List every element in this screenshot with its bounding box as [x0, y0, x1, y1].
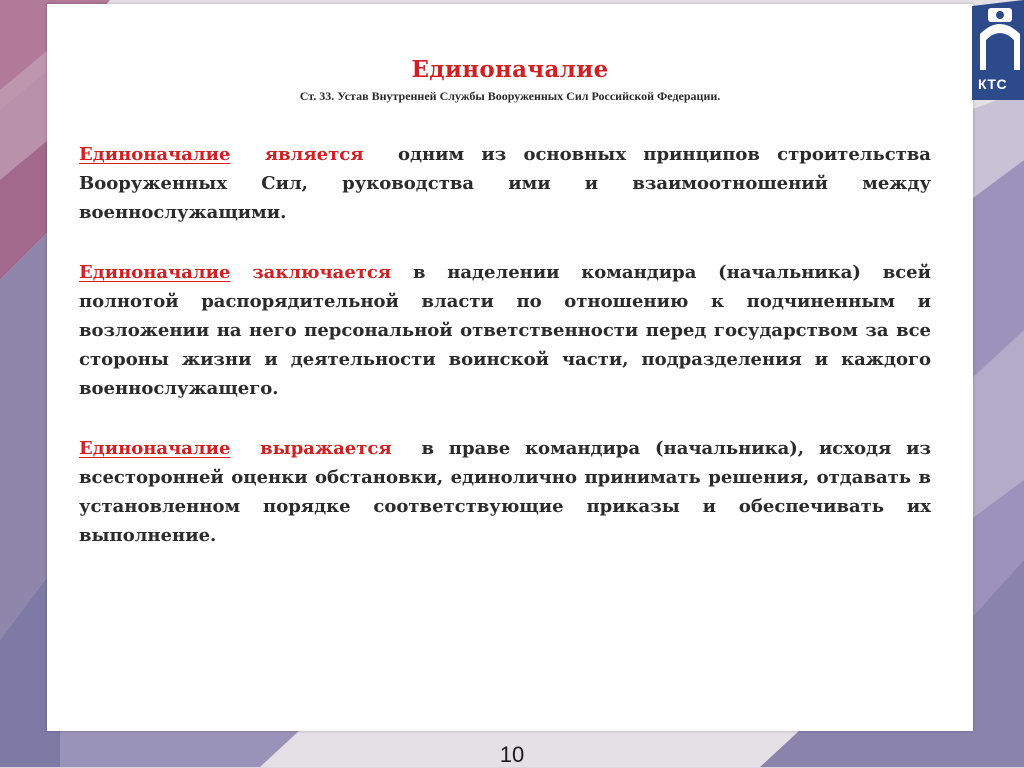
paragraph-verb: выражается: [260, 438, 392, 459]
slide-content-panel: [47, 4, 973, 731]
slide-subtitle: Ст. 33. Устав Внутренней Службы Вооруженных Сил Российской Федерации.: [299, 89, 721, 103]
paragraph-consists: [79, 258, 931, 403]
paragraph-expressed: [79, 434, 931, 550]
slide-title: Единоначалие: [411, 56, 609, 83]
paragraph-verb: является: [264, 144, 364, 165]
paragraph-term: Единоначалие: [79, 262, 231, 283]
paragraph-text: в наделении командира (начальника) всей полнотой распорядительной власти по отношению к подчиненным и возложении на него персональной ответственности перед государством за все стороны жизни и деятельности воинской части, подразделения и каждого военнослужащего.: [79, 262, 931, 399]
logo-text: КТС: [978, 76, 1008, 92]
page-number: 10: [499, 742, 525, 767]
paragraph-verb: заключается: [252, 262, 392, 283]
paragraph-term: Единоначалие: [79, 144, 231, 165]
paragraph-is: [79, 140, 931, 227]
paragraph-text: одним из основных принципов строительства Вооруженных Сил, руководства ими и взаимоотношений между военнослужащими.: [79, 144, 931, 223]
paragraph-text: в праве командира (начальника), исходя из всесторонней оценки обстановки, единолично принимать решения, отдавать в установленном порядке соответствующие приказы и обеспечивать их выполнение.: [79, 438, 931, 546]
paragraph-term: Единоначалие: [79, 438, 231, 459]
